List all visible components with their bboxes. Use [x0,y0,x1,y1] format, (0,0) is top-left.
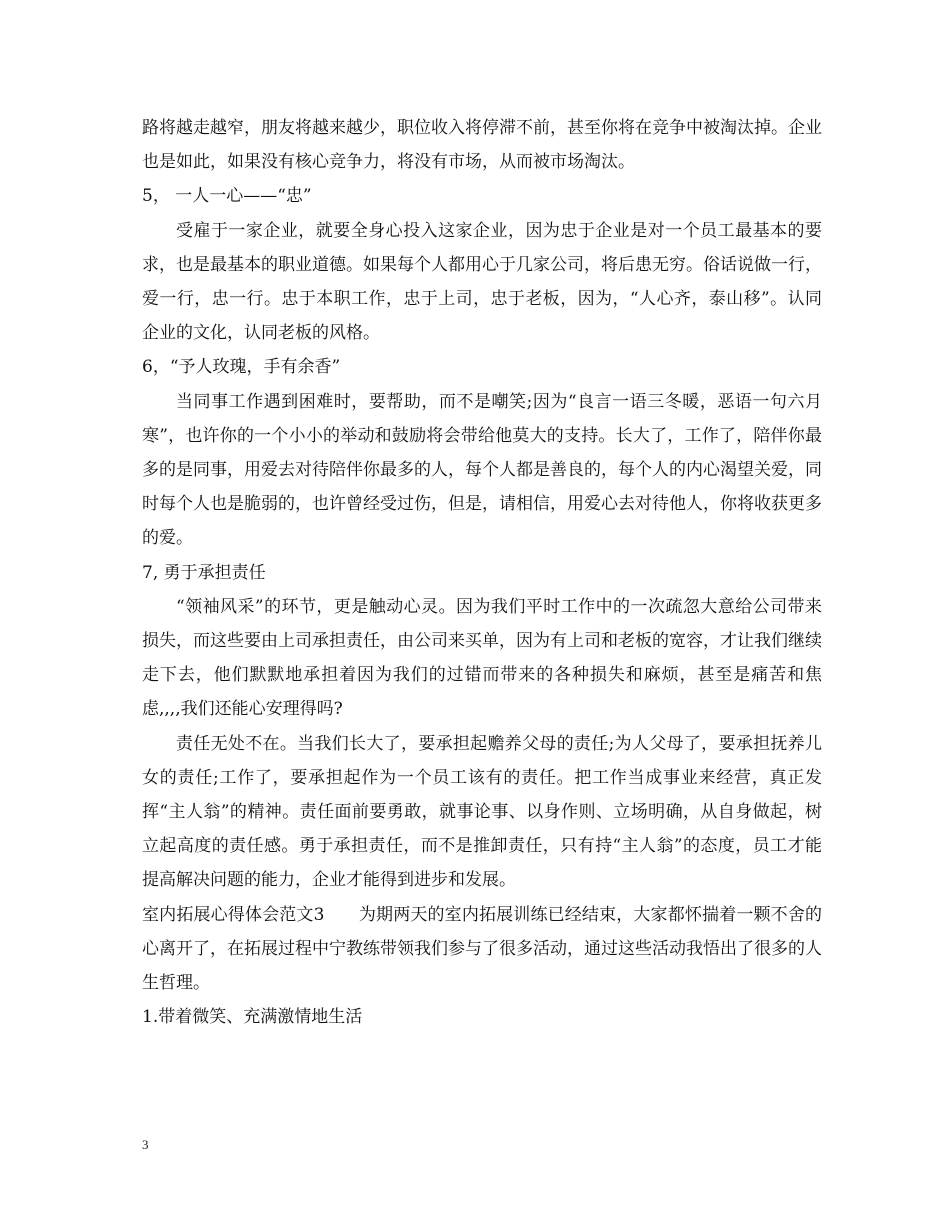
paragraph-essay-3-intro: 室内拓展心得体会范文3 为期两天的室内拓展训练已经结束，大家都怀揣着一颗不舍的心离开了，在拓展过程中宁教练带领我们参与了很多活动，通过这些活动我悟出了很多的人生哲理。 [142,904,822,994]
paragraph-loyalty: 受雇于一家企业，就要全身心投入这家企业，因为忠于企业是对一个员工最基本的要求，也是最基本的职业道德。如果每个人都用心于几家公司，将后患无穷。俗话说做一行，爱一行，忠一行。忠于本职工作，忠于上司，忠于老板，因为，“人心齐，泰山移”。认同企业的文化，认同老板的风格。 [142,220,822,344]
section-heading-5: 5， 一人一心——“忠” [142,186,312,207]
paragraph-helping-colleagues: 当同事工作遇到困难时，要帮助，而不是嘲笑;因为“良言一语三冬暖，恶语一句六月寒”，也许你的一个小小的举动和鼓励将会带给他莫大的支持。长大了，工作了，陪伴你最多的是同事，用爱去对待陪伴你最多的人，每个人都是善良的，每个人的内心渴望关爱，同时每个人也是脆弱的，也许曾经受过伤，但是，请相信，用爱心去对待他人，你将收获更多的爱。 [142,391,822,549]
section-heading-7: 7, 勇于承担责任 [142,562,266,583]
paragraph-responsibility: 责任无处不在。当我们长大了，要承担起赡养父母的责任;为人父母了，要承担抚养儿女的责任;工作了，要承担起作为一个员工该有的责任。把工作当成事业来经营，真正发挥“主人翁”的精神。责任面前要勇敢，就事论事、以身作则、立场明确，从自身做起，树立起高度的责任感。勇于承担责任，而不是推卸责任，只有持“主人翁”的态度，员工才能提高解决问题的能力，企业才能得到进步和发展。 [142,733,822,891]
paragraph-continued: 路将越走越窄，朋友将越来越少，职位收入将停滞不前，甚至你将在竞争中被淘汰掉。企业也是如此，如果没有核心竞争力，将没有市场，从而被市场淘汰。 [142,118,822,173]
page-number: 3 [142,1137,149,1152]
document-body [142,111,822,1034]
paragraph-leadership: “领袖风采”的环节，更是触动心灵。因为我们平时工作中的一次疏忽大意给公司带来损失，而这些要由上司承担责任，由公司来买单，因为有上司和老板的宽容，才让我们继续走下去，他们默默地承担着因为我们的过错而带来的各种损失和麻烦，甚至是痛苦和焦虑,,,,我们还能心安理得吗? [142,596,822,720]
section-heading-6: 6，“予人玫瑰，手有余香” [142,357,341,378]
section-heading-1: 1.带着微笑、充满激情地生活 [142,1007,363,1028]
